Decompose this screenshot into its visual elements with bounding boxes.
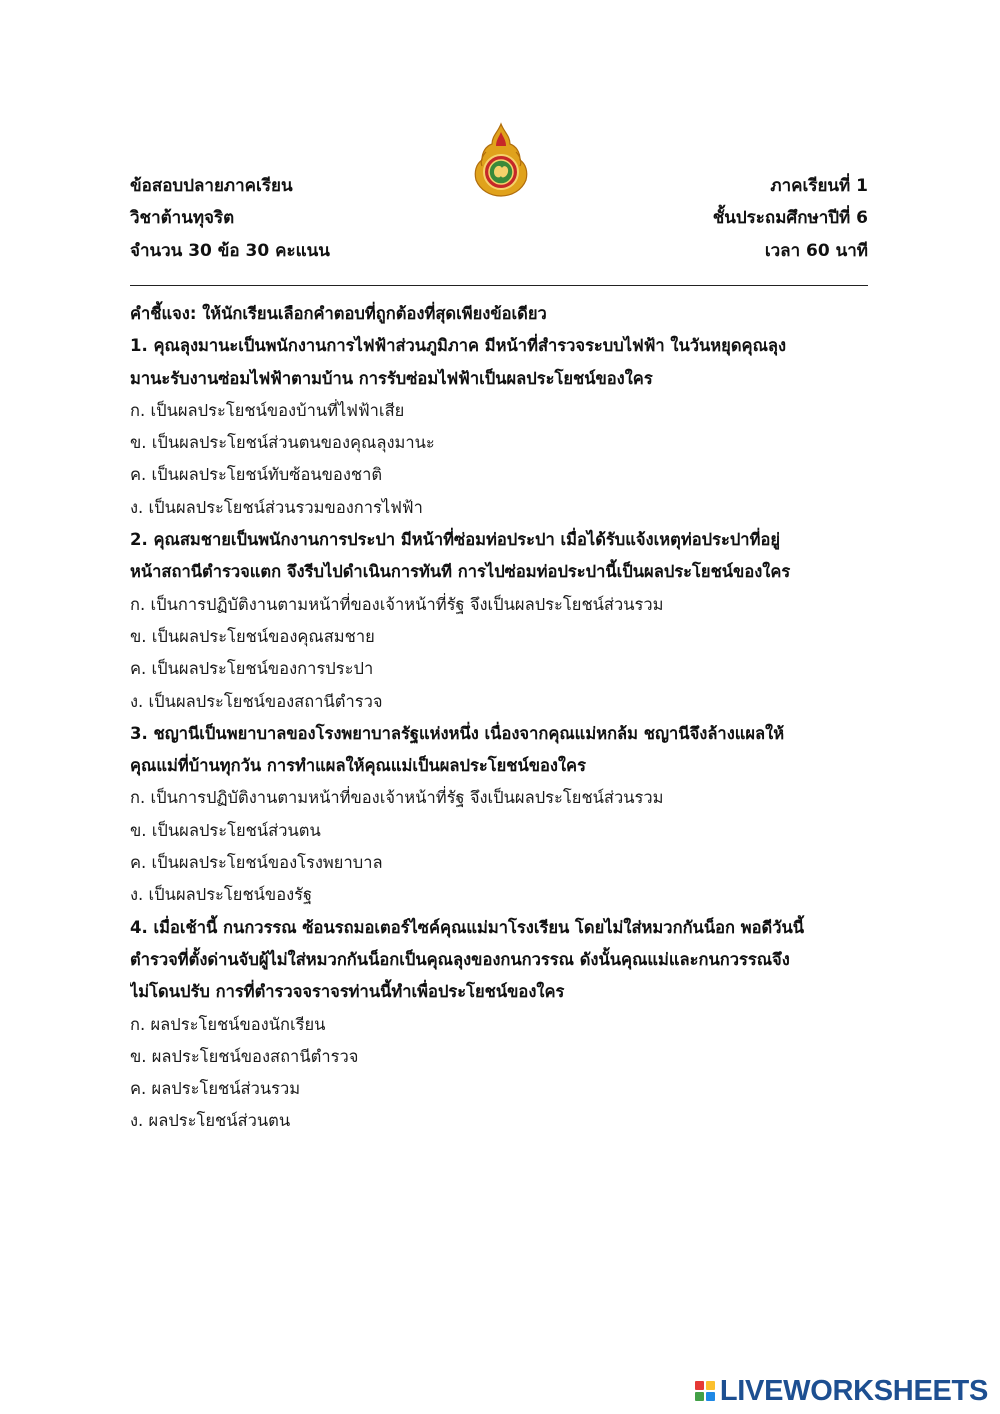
question-3-option-d[interactable]: ง. เป็นผลประโยชน์ของรัฐ [130,885,313,905]
question-2-option-a[interactable]: ก. เป็นการปฏิบัติงานตามหน้าที่ของเจ้าหน้าที่รัฐ จึงเป็นผลประโยชน์ส่วนรวม [130,594,664,614]
question-1-option-d[interactable]: ง. เป็นผลประโยชน์ส่วนรวมของการไฟฟ้า [130,497,423,517]
question-4-option-a[interactable]: ก. ผลประโยชน์ของนักเรียน [130,1014,326,1034]
header-row-3 [130,236,868,266]
question-4-option-d[interactable]: ง. ผลประโยชน์ส่วนตน [130,1111,291,1131]
question-4-line-1: 4. เมื่อเช้านี้ กนกวรรณ ซ้อนรถมอเตอร์ไซค์คุณแม่มาโรงเรียน โดยไม่ใส่หมวกกันน็อก พอดีวันนี้ [130,917,805,937]
grade-level: ชั้นประถมศึกษาปีที่ 6 [712,208,868,228]
liveworksheets-wordmark: LIVEWORKSHEETS [719,1375,988,1407]
header-row-2 [130,203,868,233]
question-2-option-c[interactable]: ค. เป็นผลประโยชน์ของการประปา [130,659,374,679]
question-1-option-a[interactable]: ก. เป็นผลประโยชน์ของบ้านที่ไฟฟ้าเสีย [130,400,405,420]
question-3-option-b[interactable]: ข. เป็นผลประโยชน์ส่วนตน [130,820,321,840]
question-1-line-1: 1. คุณลุงมานะเป็นพนักงานการไฟฟ้าส่วนภูมิภาค มีหน้าที่สำรวจระบบไฟฟ้า ในวันหยุดคุณลุง [130,336,787,356]
question-1-option-c[interactable]: ค. เป็นผลประโยชน์ทับซ้อนของชาติ [130,465,383,485]
liveworksheets-blocks-icon [695,1379,717,1403]
question-4-option-c[interactable]: ค. ผลประโยชน์ส่วนรวม [130,1079,301,1099]
question-2-line-2: หน้าสถานีตำรวจแตก จึงรีบไปดำเนินการทันที การไปซ่อมท่อประปานี้เป็นผลประโยชน์ของใคร [130,562,791,582]
question-3-option-a[interactable]: ก. เป็นการปฏิบัติงานตามหน้าที่ของเจ้าหน้าที่รัฐ จึงเป็นผลประโยชน์ส่วนรวม [130,788,664,808]
question-4-line-3: ไม่โดนปรับ การที่ตำรวจจราจรท่านนี้ทำเพื่อประโยชน์ของใคร [130,982,565,1002]
question-2-option-b[interactable]: ข. เป็นผลประโยชน์ของคุณสมชาย [130,626,375,646]
exam-title: ข้อสอบปลายภาคเรียน [130,176,293,196]
question-4-line-2: ตำรวจที่ตั้งด่านจับผู้ไม่ใส่หมวกกันน็อกเป็นคุณลุงของกนกวรรณ ดังนั้นคุณแม่และกนกวรรณจึง [130,949,790,969]
header-divider [130,285,868,286]
question-2-line-1: 2. คุณสมชายเป็นพนักงานการประปา มีหน้าที่ซ่อมท่อประปา เมื่อได้รับแจ้งเหตุท่อประปาที่อยู่ [130,530,781,550]
semester: ภาคเรียนที่ 1 [770,176,868,196]
question-3-line-2: คุณแม่ที่บ้านทุกวัน การทำแผลให้คุณแม่เป็นผลประโยชน์ของใคร [130,756,586,776]
question-3-line-1: 3. ชญานีเป็นพยาบาลของโรงพยาบาลรัฐแห่งหนึ่ง เนื่องจากคุณแม่หกล้ม ชญานีจึงล้างแผลให้ [130,723,785,743]
question-2-option-d[interactable]: ง. เป็นผลประโยชน์ของสถานีตำรวจ [130,691,383,711]
instruction: คำชี้แจง: ให้นักเรียนเลือกคำตอบที่ถูกต้องที่สุดเพียงข้อเดียว [130,304,547,323]
question-1-line-2: มานะรับงานซ่อมไฟฟ้าตามบ้าน การรับซ่อมไฟฟ้าเป็นผลประโยชน์ของใคร [130,368,653,388]
liveworksheets-logo[interactable] [695,1374,988,1408]
header-row-1 [130,171,868,201]
question-count: จำนวน 30 ข้อ 30 คะแนน [130,241,330,261]
question-4-option-b[interactable]: ข. ผลประโยชน์ของสถานีตำรวจ [130,1046,359,1066]
question-list [130,298,870,1138]
question-3-option-c[interactable]: ค. เป็นผลประโยชน์ของโรงพยาบาล [130,853,383,873]
time-limit: เวลา 60 นาที [764,241,868,261]
subject: วิชาต้านทุจริต [130,208,235,228]
question-1-option-b[interactable]: ข. เป็นผลประโยชน์ส่วนตนของคุณลุงมานะ [130,433,435,453]
